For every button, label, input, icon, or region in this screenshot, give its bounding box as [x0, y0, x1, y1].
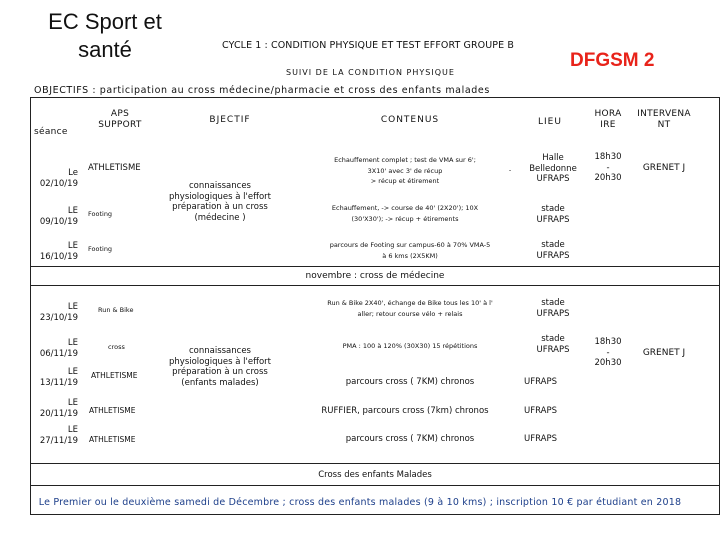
objectif-line-3: préparation à un cross [172, 202, 268, 212]
grid-separator-1-top [30, 266, 720, 267]
date-line-2: 02/10/19 [39, 178, 78, 189]
session-content [290, 341, 530, 352]
title-line-1: EC Sport et [48, 9, 162, 34]
objectif-line-2: physiologiques à l'effort [169, 191, 271, 202]
header-lieu: LIEU [538, 117, 562, 127]
content-line-2: 3X10' avec 3' de récup [367, 166, 443, 175]
session-content [310, 377, 510, 388]
content-dash: - [508, 166, 512, 174]
title-line-2: santé [78, 37, 132, 62]
date-line-2: 09/10/19 [39, 216, 78, 227]
session-location [518, 334, 588, 355]
location-line-1: UFRAPS [524, 434, 558, 444]
objectif-text [160, 181, 280, 223]
grid-separator-1-bottom [30, 285, 720, 286]
date-line-2: 23/10/19 [39, 312, 78, 323]
grid-top-border [30, 97, 720, 98]
date-line-1: LE [67, 302, 78, 312]
date-line-1: LE [67, 425, 78, 435]
aps-label: ATHLETISME [89, 406, 136, 415]
content-line-1: PMA : 100 à 120% (30X30) 15 répétitions [342, 342, 478, 350]
location-line-1: UFRAPS [524, 377, 558, 387]
suivi-subheading: SUIVI DE LA CONDITION PHYSIQUE [286, 68, 455, 77]
session-location [518, 240, 588, 261]
session-date [30, 398, 78, 419]
aps-label: Footing [88, 210, 113, 218]
objectif-line-1: connaissances [188, 181, 251, 191]
date-line-2: 13/11/19 [39, 377, 78, 388]
session-date [30, 302, 78, 323]
separator-cross-medecine: novembre : cross de médecine [305, 271, 445, 281]
document-title [20, 8, 190, 64]
date-line-1: LE [67, 206, 78, 216]
location-line-2: UFRAPS [536, 214, 570, 225]
location-line-2: UFRAPS [536, 344, 570, 355]
header-horaire [583, 109, 633, 131]
session-date [30, 338, 78, 359]
content-line-1: parcours cross ( 7KM) chronos [345, 377, 475, 387]
location-line-1: stade [541, 204, 565, 214]
grid-bottom-border [30, 514, 720, 515]
objectif-line-3: préparation à un cross [172, 367, 268, 377]
header-aps-line-2: SUPPORT [98, 120, 142, 130]
header-intervenant [628, 109, 700, 131]
header-objectif: BJECTIF [209, 115, 251, 125]
session-date [30, 168, 78, 189]
location-line-1: stade [541, 240, 565, 250]
session-location [524, 406, 557, 417]
cycle-heading: CYCLE 1 : CONDITION PHYSIQUE ET TEST EFFORT GROUPE B [222, 40, 514, 51]
intervenant-text: GRENET J [642, 163, 686, 173]
content-line-2: à 6 kms (2X5KM) [382, 251, 438, 260]
header-aps-line-1: APS [110, 109, 130, 119]
session-location [518, 204, 588, 225]
horaire-text [583, 152, 633, 184]
horaire-line-3: 20h30 [594, 358, 622, 368]
aps-label: ATHLETISME [89, 435, 136, 444]
date-line-2: 27/11/19 [39, 435, 78, 446]
horaire-line-1: 18h30 [594, 337, 622, 347]
session-location [518, 153, 588, 185]
session-content [290, 203, 520, 224]
date-line-1: LE [67, 367, 78, 377]
location-line-2: UFRAPS [536, 308, 570, 319]
content-line-1: Echauffement, -> course de 40' (2X20'); 10X [331, 204, 479, 212]
aps-label: ATHLETISME [91, 371, 138, 380]
header-horaire-line-1: HORA [594, 109, 622, 119]
grid-separator-2-top [30, 463, 720, 464]
location-line-1: UFRAPS [524, 406, 558, 416]
date-line-1: LE [67, 338, 78, 348]
footer-note: Le Premier ou le deuxième samedi de Décembre ; cross des enfants malades (9 à 10 kms) ; inscription 10 € par étudiant en 2018 [38, 497, 682, 508]
date-line-1: LE [67, 241, 78, 251]
location-line-1: stade [541, 334, 565, 344]
horaire-line-1: 18h30 [594, 152, 622, 162]
session-content [300, 406, 510, 417]
separator-cross-enfants: Cross des enfants Malades [318, 470, 432, 480]
session-date [30, 241, 78, 262]
session-location [518, 298, 588, 319]
location-line-2: UFRAPS [536, 250, 570, 261]
location-line-3: UFRAPS [536, 174, 570, 184]
date-line-2: 16/10/19 [39, 251, 78, 262]
objectif-line-2: physiologiques à l'effort [169, 356, 271, 367]
intervenant-text: GRENET J [642, 348, 686, 358]
session-location [524, 434, 557, 445]
aps-label: Run & Bike [98, 306, 134, 314]
date-line-1: Le [68, 168, 78, 178]
content-line-3: > récup et étirement [370, 177, 440, 185]
session-location [524, 377, 557, 388]
session-content [310, 434, 510, 445]
content-line-1: Echauffement complet ; test de VMA sur 6'; [334, 156, 476, 164]
location-line-1: stade [541, 298, 565, 308]
session-date [30, 425, 78, 446]
objectifs-line: OBJECTIFS : participation au cross médecine/pharmacie et cross des enfants malades [34, 85, 490, 96]
objectif-line-4: (médecine ) [194, 212, 246, 223]
aps-label: Footing [88, 245, 113, 253]
session-content [300, 155, 510, 187]
horaire-line-3: 20h30 [594, 173, 622, 183]
location-line-1: Halle [542, 153, 564, 163]
header-seance: séance [34, 127, 68, 137]
header-contenus: CONTENUS [380, 115, 440, 125]
content-line-1: Run & Bike 2X40', échange de Bike tous les 10' à l' [327, 299, 493, 307]
horaire-line-2: - [606, 347, 610, 358]
objectif-text [160, 346, 280, 388]
header-aps [85, 109, 155, 131]
header-intervenant-line-2: NT [657, 120, 671, 130]
content-line-2: (30'X30'); -> récup + étirements [351, 214, 459, 223]
date-line-1: LE [67, 398, 78, 408]
content-line-1: RUFFIER, parcours cross (7km) chronos [321, 406, 489, 416]
content-line-1: parcours cross ( 7KM) chronos [345, 434, 475, 444]
location-line-2: Belledonne [529, 163, 577, 174]
session-content [290, 240, 530, 261]
objectif-line-1: connaissances [188, 346, 251, 356]
aps-label: cross [108, 343, 125, 351]
content-line-1: parcours de Footing sur campus-60 à 70% VMA-5 [329, 241, 491, 249]
grid-separator-2-bottom [30, 485, 720, 486]
objectif-line-4: (enfants malades) [181, 377, 259, 388]
aps-label: ATHLETISME [88, 163, 141, 173]
session-date [30, 206, 78, 227]
header-intervenant-line-1: INTERVENA [637, 109, 691, 119]
content-line-2: aller; retour course vélo + relais [357, 309, 463, 318]
dfgsm-badge: DFGSM 2 [570, 50, 655, 71]
header-horaire-line-2: IRE [600, 120, 616, 130]
date-line-2: 20/11/19 [39, 408, 78, 419]
session-date [30, 367, 78, 388]
date-line-2: 06/11/19 [39, 348, 78, 359]
horaire-line-2: - [606, 162, 610, 173]
session-content [290, 298, 530, 319]
horaire-text [583, 337, 633, 369]
